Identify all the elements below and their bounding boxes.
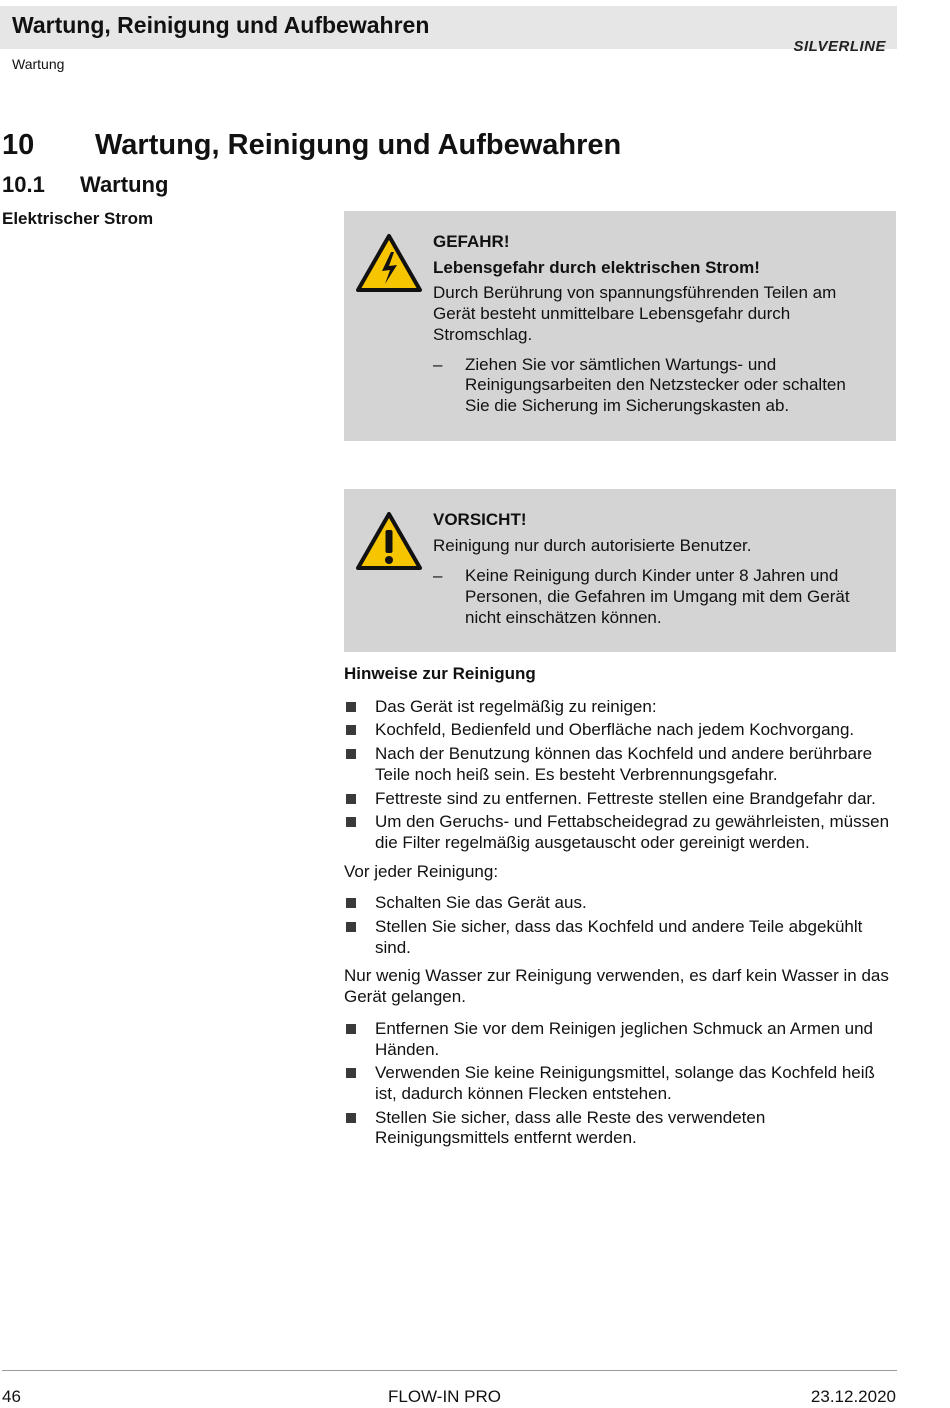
cleaning-list-1 — [344, 697, 896, 854]
caution-action — [433, 566, 872, 628]
danger-box — [344, 211, 896, 441]
cleaning-paragraph-2: Nur wenig Wasser zur Reinigung verwenden, es darf kein Wasser in das Gerät gelangen. — [344, 966, 889, 1007]
danger-text — [433, 232, 872, 417]
bullet-square-icon — [346, 1068, 356, 1078]
caution-box — [344, 489, 896, 652]
section-number: 10.1 — [2, 172, 45, 197]
danger-action — [433, 355, 872, 417]
cleaning-list-2 — [344, 893, 896, 958]
chapter-number: 10 — [2, 129, 35, 161]
header-title: Wartung, Reinigung und Aufbewahren — [12, 12, 430, 38]
bullet-square-icon — [346, 725, 356, 735]
list-item: Stellen Sie sicher, dass das Kochfeld und andere Teile abgekühlt sind. — [344, 917, 896, 958]
bullet-square-icon — [346, 794, 356, 804]
exclamation-warning-icon — [355, 511, 423, 571]
caution-action-text: Keine Reinigung durch Kinder unter 8 Jahren und Personen, die Gefahren im Umgang mit dem Gerät nicht einschätzen können. — [465, 566, 850, 627]
danger-action-text: Ziehen Sie vor sämtlichen Wartungs- und Reinigungsarbeiten den Netzstecker oder schalten Sie die Sicherung im Sicherungskasten ab. — [465, 354, 846, 415]
dash-marker: – — [433, 354, 443, 374]
bullet-square-icon — [346, 898, 356, 908]
caution-signal-word: VORSICHT! — [433, 510, 527, 529]
chapter-title: Wartung, Reinigung und Aufbewahren — [95, 129, 622, 161]
bullet-square-icon — [346, 1113, 356, 1123]
list-item: Entfernen Sie vor dem Reinigen jeglichen Schmuck an Armen und Händen. — [344, 1019, 896, 1060]
danger-body: Durch Berührung von spannungsführenden Teilen am Gerät besteht unmittelbare Lebensgefahr durch Stromschlag. — [433, 283, 837, 344]
list-item: Fettreste sind zu entfernen. Fettreste stellen eine Brandgefahr dar. — [344, 789, 896, 810]
dash-marker: – — [433, 566, 443, 586]
electric-hazard-icon — [355, 233, 423, 293]
caution-text — [433, 510, 872, 629]
bullet-square-icon — [346, 749, 356, 759]
footer-divider — [2, 1370, 897, 1371]
list-item: Um den Geruchs- und Fettabscheidegrad zu gewährleisten, müssen die Filter regelmäßig ausgetauscht oder gereinigt werden. — [344, 812, 896, 853]
list-item: Nach der Benutzung können das Kochfeld und andere berührbare Teile noch heiß sein. Es besteht Verbrennungsgefahr. — [344, 744, 896, 785]
list-item: Das Gerät ist regelmäßig zu reinigen: — [344, 697, 896, 718]
danger-signal-word: GEFAHR! — [433, 232, 510, 251]
cleaning-paragraph-1: Vor jeder Reinigung: — [344, 861, 499, 881]
bullet-square-icon — [346, 702, 356, 712]
list-item: Stellen Sie sicher, dass alle Reste des verwendeten Reinigungsmittels entfernt werden. — [344, 1108, 896, 1149]
cleaning-list-3 — [344, 1019, 896, 1149]
brand-logo: SILVERLINE — [793, 38, 886, 55]
cleaning-section — [344, 664, 896, 1152]
list-item: Kochfeld, Bedienfeld und Oberfläche nach jedem Kochvorgang. — [344, 720, 896, 741]
header-subtitle: Wartung — [12, 56, 65, 72]
bullet-square-icon — [346, 817, 356, 827]
cleaning-heading: Hinweise zur Reinigung — [344, 664, 536, 683]
side-label: Elektrischer Strom — [2, 209, 154, 228]
section-title: Wartung — [80, 172, 169, 197]
caution-body: Reinigung nur durch autorisierte Benutzer. — [433, 535, 752, 555]
footer-product: FLOW-IN PRO — [388, 1387, 502, 1406]
footer-date: 23.12.2020 — [810, 1387, 896, 1406]
page-number: 46 — [2, 1387, 21, 1406]
bullet-square-icon — [346, 1024, 356, 1034]
list-item: Verwenden Sie keine Reinigungsmittel, solange das Kochfeld heiß ist, dadurch können Flecken entstehen. — [344, 1063, 896, 1104]
list-item: Schalten Sie das Gerät aus. — [344, 893, 896, 914]
bullet-square-icon — [346, 922, 356, 932]
danger-headline: Lebensgefahr durch elektrischen Strom! — [433, 257, 760, 277]
